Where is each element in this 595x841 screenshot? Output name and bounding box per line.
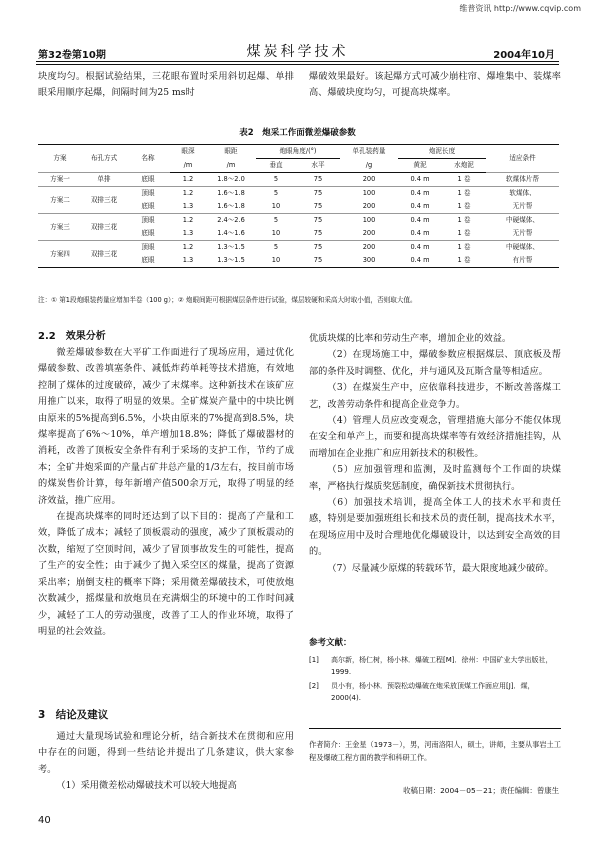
journal-date: 2004年10月	[493, 50, 555, 61]
header-depth-unit: /m	[170, 159, 206, 173]
paragraph: （6）加强技术培训，提高全体工人的技术水平和责任感，特别是要加强班组长和技术员的责任制，提高技术水平，在现场应用中及时合理地优化爆破设计，以达到安全高效的目的。	[309, 497, 561, 558]
table-row: 底眼 1.3 1.6～1.8 10 75 200 0.4 m 1 卷 无片帮	[141, 202, 533, 210]
paragraph: 优质块煤的比率和劳动生产率，增加企业的效益。	[309, 333, 512, 344]
header-angle: 炮眼角度/(°)	[256, 145, 340, 159]
paragraph: （3）在煤炭生产中，应依靠科技进步，不断改善落煤工艺，改善劳动条件和提高企业竞争力。	[309, 382, 561, 410]
paragraph: （5）应加强管理和监测，及时监测每个工作面的块煤率，严格执行煤质奖惩制度，确保新技术贯彻执行。	[309, 464, 561, 492]
table-row: 方案二 双排三花 顶眼 1.2 1.6～1.8 5 75 100 0.4 m 1 卷 软煤体、	[38, 187, 559, 201]
paragraph: 微差爆破参数在大平矿工作面进行了现场应用，通过优化爆破参数、改善填塞条件、减低炸药单耗等技术措施，有效地控制了煤体的过度破碎，减少了末煤率。这种新技术在该矿应用推广以来，取得了明显的效果。全矿煤炭产量中的中块比例由原来的5%提高到6.5%，小块由原来的7%提高到8.5%，块煤率提高了6%～10%，单产增加18.8%；降低了爆破器材的消耗，改善了顶板安全条件有利于采场的支护工作，节约了成本；全矿井炮采面的产量占矿井总产量的1/3左右，按目前市场的煤炭售价计算，每年新增产值500余万元，取得了明显的经济效益，推广应用。	[38, 347, 294, 506]
header-vertical: 垂直	[256, 159, 296, 173]
journal-title: 煤炭科学技术	[246, 44, 349, 60]
reference-item: [2] 员小有，杨小林．预裂松动爆破在炮采放顶煤工作面应用[J]．煤，2000(4).	[309, 682, 535, 702]
section-heading-2-2: 2.2 效果分析	[38, 331, 106, 342]
paragraph: （1）采用微差松动爆破技术可以较大地提高	[56, 780, 237, 792]
top-right-paragraph: 爆破效果最好。该起爆方式可减少崩柱帘、爆堆集中、装煤率高、爆破块度均匀，可提高块煤率。	[309, 71, 561, 99]
header-plan: 方案	[38, 145, 82, 173]
header-rule	[36, 61, 559, 62]
section-heading-3: 3 结论及建议	[38, 709, 109, 721]
paragraph: （4）管理人员应改变观念，管理措施大部分不能仅体现在安全和单产上，而要和提高块煤率等有效经济措施挂钩，从而增加在企业推广和应用新技术的积极性。	[309, 415, 561, 459]
left-column-conclusion	[38, 729, 294, 795]
table-row: 底眼 1.3 1.3～1.5 10 75 300 0.4 m 1 卷 有片帮	[38, 254, 559, 268]
table-row: 底眼 1.3 1.4～1.6 10 75 200 0.4 m 1 卷 无片帮	[141, 229, 533, 237]
header-mud: 炮泥长度	[398, 145, 486, 159]
table-row: 方案四 双排三花 顶眼 1.2 1.3～1.5 5 75 200 0.4 m 1 卷 中硬煤体、	[38, 241, 559, 255]
left-column-body	[38, 345, 294, 640]
paragraph: 通过大量现场试验和理论分析，结合新技术在贯彻和应用中存在的问题，得到一些结论并提出了几条建议，供大家参考。	[38, 731, 294, 775]
header-water-mud: 水炮泥	[442, 159, 486, 173]
paragraph: 在提高块煤率的同时还达到了以下目的：提高了产量和工效，降低了成本；减轻了顶板震动的强度，减少了顶板震动的次数，缩短了空顶时间，减少了冒顶事故发生的可能性，提高了生产的安全性；由于减少了抛入采空区的煤量，提高了资源采出率；崩倒支柱的概率下降；采用微差爆破技术，可使放炮次数减少，摇煤量和放炮员在充满烟尘的环境中的工作时间减少，减轻了工人的劳动强度，改善了工人的作业环境，取得了明显的社会效益。	[38, 511, 294, 637]
table-row: 方案三 双排三花 顶眼 1.2 2.4～2.6 5 75 100 0.4 m 1 卷 中硬煤体、	[38, 214, 559, 228]
header-charge: 单孔装药量	[340, 145, 398, 159]
header-charge-unit: /g	[340, 159, 398, 173]
header-condition: 适应条件	[486, 145, 559, 173]
reference-item: [1] 高尔新，杨仁树，杨小林．爆破工程[M]．徐州：中国矿业大学出版社，1999.	[309, 656, 553, 676]
header-name: 名称	[126, 145, 170, 173]
top-left-paragraph: 块度均匀。根据试验结果，三花眼布置时采用斜切起爆、单排眼采用顺序起爆，间隔时间为25 ms时	[38, 71, 294, 99]
table-note: 注：① 第1段炮眼装药量应增加半卷（100 g）；② 炮眼间距可根据煤层条件进行试验，煤层较硬和采高大时取小值，否则取大值。	[38, 296, 417, 304]
page-number: 40	[38, 815, 51, 826]
received-date: 收稿日期：2004－05－21；责任编辑：曾康生	[403, 786, 559, 795]
table-row: 方案一 单排 底眼 1.2 1.8～2.0 5 75 200 0.4 m 1 卷 软煤体片帮	[38, 173, 559, 187]
blasting-parameter-table	[38, 144, 559, 268]
header-spacing-unit: /m	[206, 159, 256, 173]
watermark: 维普资讯 http://www.cqvip.com	[459, 4, 581, 13]
header-spacing: 眼距	[206, 145, 256, 159]
header-depth: 眼深	[170, 145, 206, 159]
references-heading: 参考文献：	[309, 638, 352, 648]
references-list	[309, 654, 561, 706]
table-title: 表2 炮采工作面微差爆破参数	[239, 128, 356, 138]
author-divider	[309, 728, 561, 729]
header-layout: 布孔方式	[82, 145, 126, 173]
paragraph: （7）尽量减少原煤的转载环节，最大限度地减少破碎。	[327, 562, 554, 574]
right-column-body	[309, 331, 561, 577]
paragraph: （2）在现场施工中，爆破参数应根据煤层、顶底板及帮部的条件及时调整、优化，并与通风及瓦斯含量等相适应。	[309, 349, 561, 377]
header-rule-thin	[36, 64, 559, 65]
author-bio: 作者简介：王金星（1973－），男，河南洛阳人，硕士，讲师，主要从事岩土工程及爆破工程方面的教学和科研工作。	[309, 740, 561, 762]
header-horizontal: 水平	[296, 159, 340, 173]
journal-volume: 第32卷第10期	[38, 50, 106, 61]
header-yellow-mud: 黄泥	[398, 159, 442, 173]
